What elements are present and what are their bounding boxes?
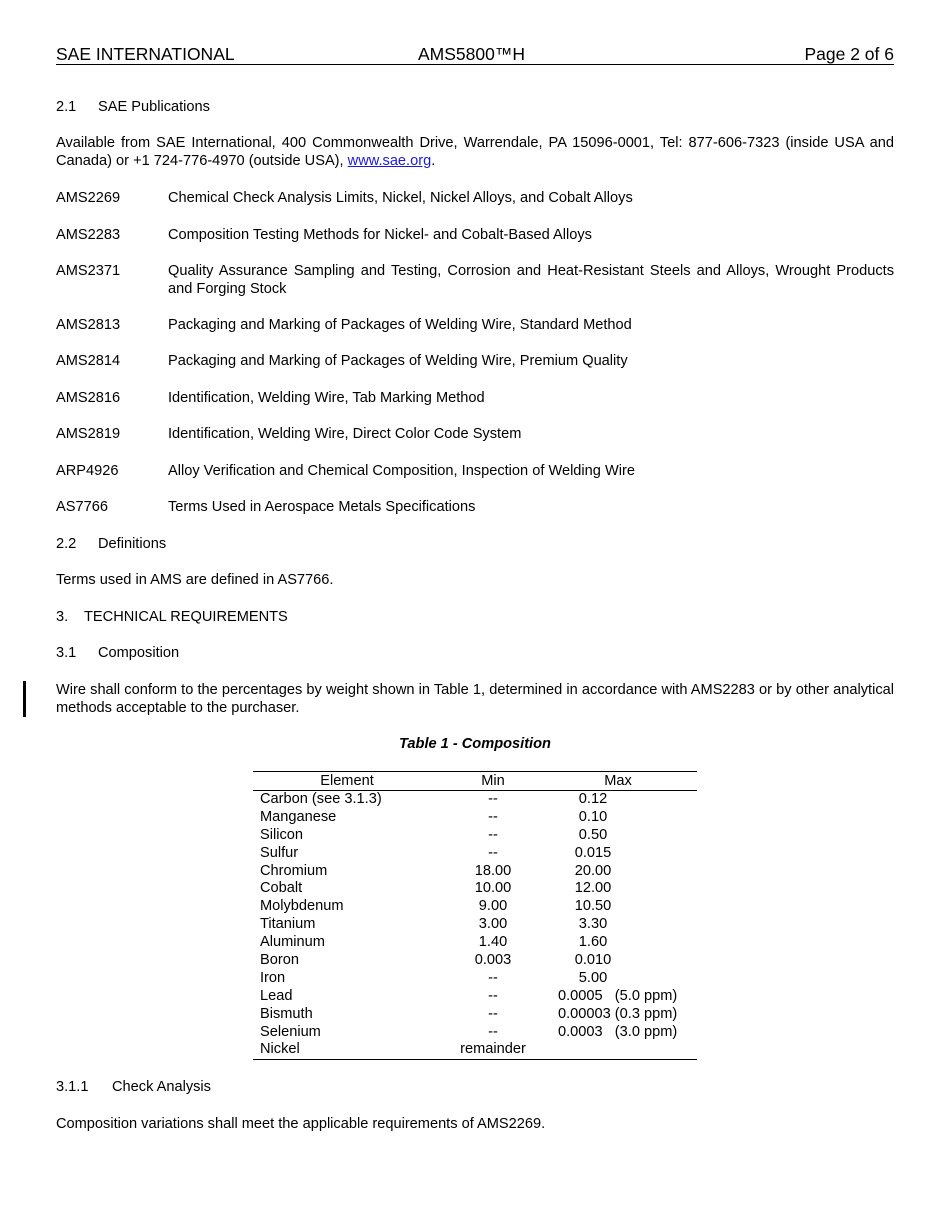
reference-title: Quality Assurance Sampling and Testing, Corrosion and Heat-Resistant Steels and Alloys, Wrought Products and Forging Stock (168, 263, 894, 297)
cell-max: 0.12 (578, 791, 608, 807)
section-2-1-heading: 2.1 SAE Publications (56, 99, 210, 115)
cell-element: Titanium (260, 916, 316, 933)
cell-min: 18.00 (474, 862, 512, 879)
reference-code: AMS2269 (56, 190, 121, 206)
column-header-element: Element (320, 773, 374, 789)
cell-element: Molybdenum (260, 898, 344, 915)
cell-element: Chromium (260, 862, 328, 879)
table-row (253, 934, 697, 952)
cell-element: Iron (260, 969, 286, 986)
header-doc-number: AMS5800™H (418, 44, 525, 64)
table-row (253, 827, 697, 845)
table-body (253, 791, 697, 1059)
cell-max: 1.60 (578, 934, 608, 951)
section-3-1-1-heading: 3.1.1 Check Analysis (56, 1079, 211, 1095)
cell-element: Carbon (see 3.1.3) (260, 791, 382, 807)
cell-max: 3.30 (578, 916, 608, 933)
page-header (56, 44, 894, 65)
table-row (253, 970, 697, 988)
cell-min: -- (488, 987, 498, 1004)
reference-code: AMS2814 (56, 353, 121, 369)
table-row (253, 880, 697, 898)
revision-change-bar (23, 681, 26, 717)
cell-max: 12.00 (574, 880, 612, 897)
reference-code: ARP4926 (56, 463, 119, 479)
cell-element: Aluminum (260, 934, 325, 951)
table-row (253, 1006, 697, 1024)
cell-element: Boron (260, 952, 299, 969)
cell-element: Selenium (260, 1023, 321, 1040)
table-row (253, 1024, 697, 1042)
table-row (253, 863, 697, 881)
reference-title: Alloy Verification and Chemical Composition, Inspection of Welding Wire (168, 463, 635, 479)
table-row (253, 988, 697, 1006)
section-2-2-heading: 2.2 Definitions (56, 536, 167, 552)
cell-max: 0.0003 (3.0 ppm) (558, 1023, 678, 1040)
column-header-max: Max (604, 773, 632, 789)
cell-max: 0.10 (578, 808, 608, 825)
table-row (253, 791, 697, 809)
reference-title: Chemical Check Analysis Limits, Nickel, Nickel Alloys, and Cobalt Alloys (168, 190, 633, 206)
table-title: Table 1 - Composition (399, 736, 551, 752)
cell-max: 0.0005 (5.0 ppm) (558, 987, 678, 1004)
reference-title: Identification, Welding Wire, Direct Color Code System (168, 426, 522, 442)
cell-min: remainder (460, 1041, 526, 1058)
reference-code: AMS2819 (56, 426, 121, 442)
reference-code: AMS2816 (56, 390, 121, 406)
reference-title: Packaging and Marking of Packages of Welding Wire, Standard Method (168, 317, 632, 333)
reference-title: Composition Testing Methods for Nickel- and Cobalt-Based Alloys (168, 227, 592, 243)
cell-min: -- (488, 791, 498, 807)
cell-max: 10.50 (574, 898, 612, 915)
availability-paragraph: Available from SAE International, 400 Commonwealth Drive, Warrendale, PA 15096-0001, Tel: 877-606-7323 (inside USA and Canada) or +1 724-776-4970 (outside USA), www.sae.org. (56, 135, 894, 169)
definitions-paragraph: Terms used in AMS are defined in AS7766. (56, 572, 334, 588)
cell-element: Bismuth (260, 1005, 313, 1022)
table-header-row (253, 772, 697, 791)
cell-max: 0.00003 (0.3 ppm) (558, 1005, 678, 1022)
cell-min: 0.003 (474, 952, 512, 969)
cell-min: -- (488, 1005, 498, 1022)
section-3-heading: 3. TECHNICAL REQUIREMENTS (56, 609, 288, 625)
table-row (253, 845, 697, 863)
reference-code: AMS2371 (56, 263, 121, 279)
cell-min: -- (488, 969, 498, 986)
reference-title: Terms Used in Aerospace Metals Specifications (168, 499, 476, 515)
cell-element: Lead (260, 987, 293, 1004)
table-row (253, 952, 697, 970)
sae-website-link[interactable]: www.sae.org (347, 153, 432, 169)
table-row (253, 898, 697, 916)
cell-min: -- (488, 844, 498, 861)
cell-element: Nickel (260, 1041, 300, 1058)
cell-min: 9.00 (478, 898, 508, 915)
header-page-number: Page 2 of 6 (804, 44, 894, 64)
reference-code: AMS2283 (56, 227, 121, 243)
cell-max: 5.00 (578, 969, 608, 986)
header-org: SAE INTERNATIONAL (56, 44, 235, 64)
cell-max: 0.010 (574, 952, 612, 969)
cell-max: 0.50 (578, 826, 608, 843)
reference-title: Packaging and Marking of Packages of Welding Wire, Premium Quality (168, 353, 628, 369)
cell-element: Manganese (260, 808, 337, 825)
cell-min: 1.40 (478, 934, 508, 951)
cell-max: 0.015 (574, 844, 612, 861)
cell-min: 3.00 (478, 916, 508, 933)
cell-max: 20.00 (574, 862, 612, 879)
composition-table (253, 771, 697, 1060)
column-header-min: Min (481, 773, 505, 789)
section-3-1-heading: 3.1 Composition (56, 645, 180, 661)
cell-element: Cobalt (260, 880, 303, 897)
cell-min: 10.00 (474, 880, 512, 897)
table-row (253, 1041, 697, 1059)
reference-title: Identification, Welding Wire, Tab Marking Method (168, 390, 485, 406)
cell-min: -- (488, 1023, 498, 1040)
cell-min: -- (488, 826, 498, 843)
reference-code: AMS2813 (56, 317, 121, 333)
composition-paragraph: Wire shall conform to the percentages by weight shown in Table 1, determined in accordance with AMS2283 or by other analytical methods acceptable to the purchaser. (56, 682, 894, 716)
check-analysis-paragraph: Composition variations shall meet the applicable requirements of AMS2269. (56, 1116, 546, 1132)
table-row (253, 809, 697, 827)
reference-code: AS7766 (56, 499, 108, 515)
cell-min: -- (488, 808, 498, 825)
table-row (253, 916, 697, 934)
cell-element: Silicon (260, 826, 303, 843)
cell-element: Sulfur (260, 844, 299, 861)
